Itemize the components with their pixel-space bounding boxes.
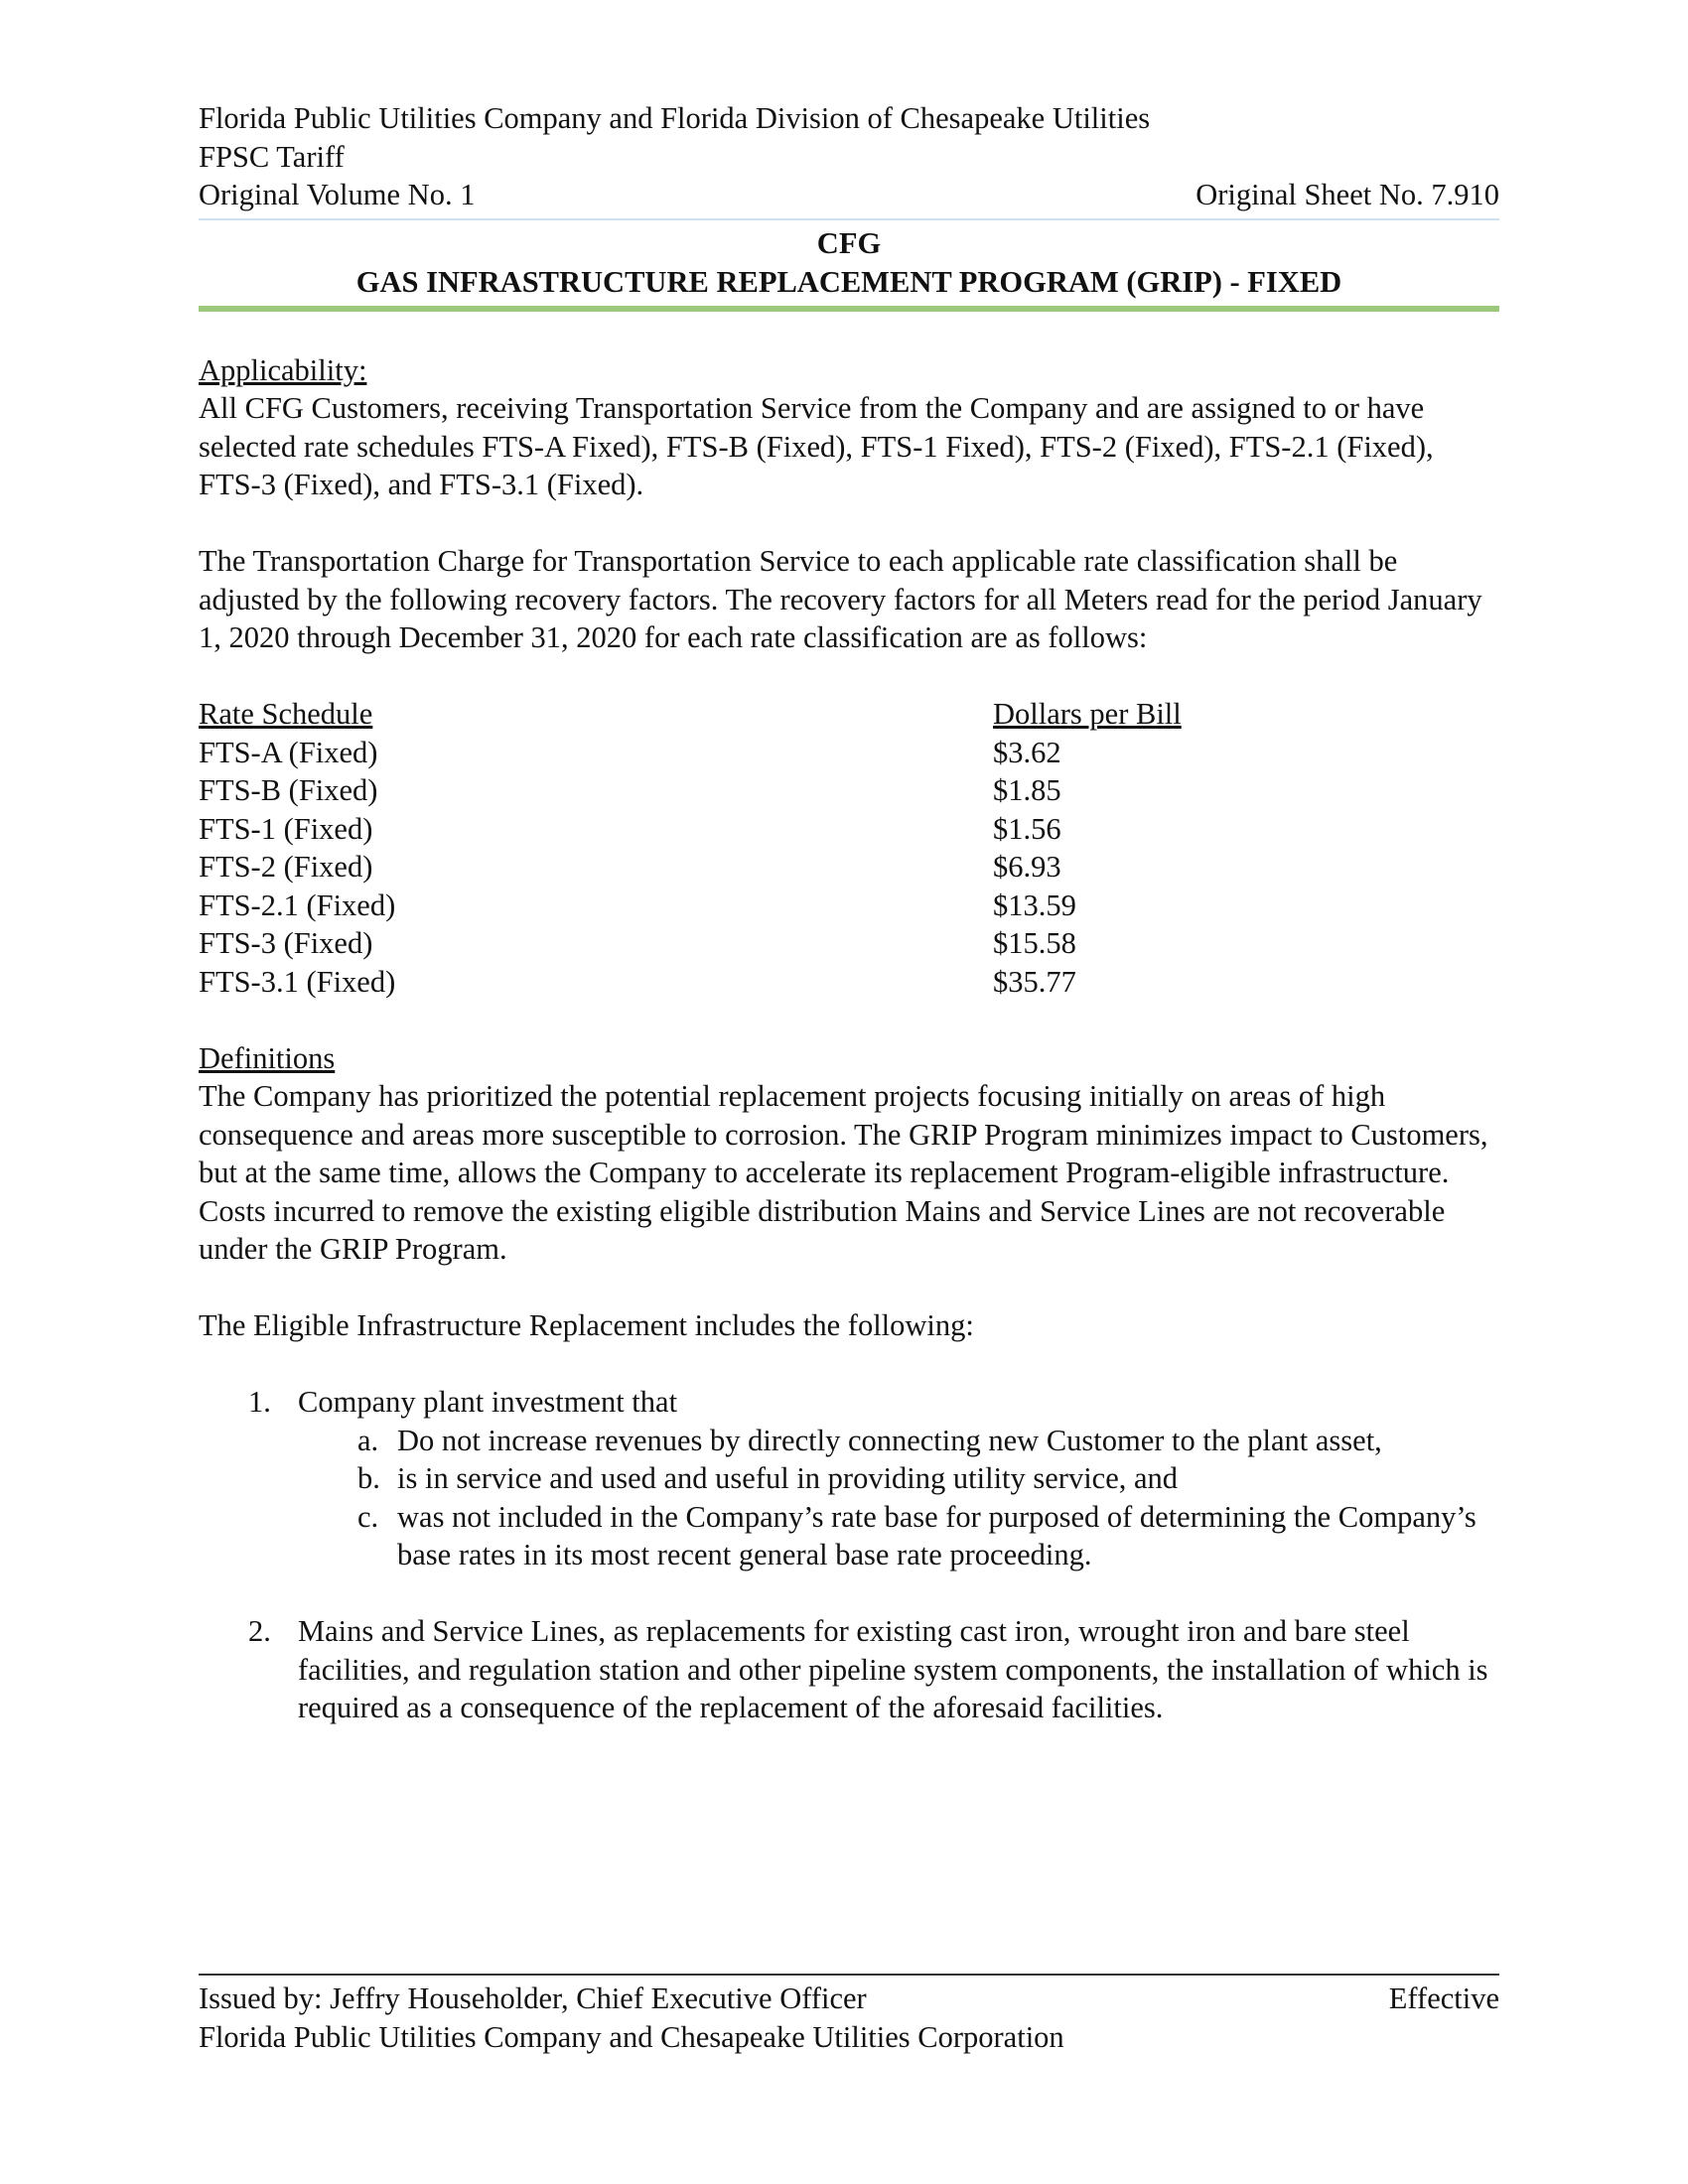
- eligible-list-item: [199, 1383, 1499, 1574]
- rate-amount-cell: $13.59: [993, 887, 1076, 922]
- sublist-item-text: was not included in the Company’s rate base for purposed of determining the Company’s base rates in its most recent general base rate proceeding.: [397, 1499, 1477, 1571]
- eligible-intro: The Eligible Infrastructure Replacement includes the following:: [199, 1308, 974, 1342]
- rate-schedule-cell: FTS-B (Fixed): [199, 773, 378, 807]
- header-tariff-line: FPSC Tariff: [199, 139, 345, 174]
- header-volume: Original Volume No. 1: [199, 178, 476, 211]
- header-volume-sheet-row: [199, 176, 1499, 214]
- rate-row: [199, 963, 1499, 1002]
- rate-row: [199, 887, 1499, 925]
- rate-table-header: [199, 695, 1499, 734]
- eligible-sublist-item: [298, 1498, 1499, 1574]
- title-divider: [199, 306, 1499, 312]
- rate-amount-cell: $1.56: [993, 811, 1061, 846]
- rate-schedule-cell: FTS-3 (Fixed): [199, 926, 373, 960]
- sublist-item-text: Do not increase revenues by directly connecting new Customer to the plant asset,: [397, 1423, 1382, 1457]
- applicability-text: All CFG Customers, receiving Transportation Service from the Company and are assigned to or have selected rate schedules FTS-A Fixed), FTS-B (Fixed), FTS-1 Fixed), FTS-2 (Fixed), FTS-2.1 (Fixed), FTS-3 (Fixed), and FTS-3.1 (Fixed).: [199, 391, 1434, 501]
- header-company-line: Florida Public Utilities Company and Florida Division of Chesapeake Utilities: [199, 101, 1151, 135]
- header-divider: [199, 218, 1499, 220]
- sublist-item-letter: b.: [357, 1461, 380, 1495]
- title-line-1: CFG: [816, 225, 882, 260]
- title-line-2: GAS INFRASTRUCTURE REPLACEMENT PROGRAM (GRIP) - FIXED: [355, 264, 1342, 299]
- eligible-sublist: [298, 1422, 1499, 1574]
- header-sheet-number: Original Sheet No. 7.910: [1196, 178, 1499, 211]
- transportation-paragraph: The Transportation Charge for Transportation Service to each applicable rate classification shall be adjusted by the following recovery factors. The recovery factors for all Meters read for the period January 1, 2020 through December 31, 2020 for each rate classification are as follows:: [199, 544, 1482, 654]
- footer-issued-by: Issued by: Jeffry Householder, Chief Executive Officer: [199, 1981, 867, 2015]
- definitions-heading: Definitions: [199, 1040, 336, 1075]
- footer-companies-row: [199, 2018, 1499, 2057]
- rate-schedule-cell: FTS-3.1 (Fixed): [199, 964, 396, 999]
- rate-amount-cell: $1.85: [993, 773, 1061, 807]
- rate-row: [199, 924, 1499, 963]
- col-rate-schedule: Rate Schedule: [199, 697, 373, 731]
- footer-effective: Effective: [1388, 1981, 1499, 2015]
- rate-row: [199, 848, 1499, 887]
- definitions-text: The Company has prioritized the potential replacement projects focusing initially on areas of high consequence and areas more susceptible to corrosion. The GRIP Program minimizes impact to Customers, but at the same time, allows the Company to accelerate its replacement Program-eligible infrastructure. Costs incurred to remove the existing eligible distribution Mains and Service Lines are not recoverable under the GRIP Program.: [199, 1079, 1488, 1266]
- rate-row: [199, 771, 1499, 810]
- eligible-list: [199, 1383, 1499, 1727]
- rate-schedule-cell: FTS-A (Fixed): [199, 735, 378, 769]
- tariff-page: [199, 99, 1499, 1727]
- eligible-sublist-item: [298, 1422, 1499, 1460]
- col-dollars-per-bill: Dollars per Bill: [993, 697, 1182, 731]
- document-title: [199, 224, 1499, 302]
- rate-row: [199, 734, 1499, 772]
- eligible-list-item: [199, 1612, 1499, 1727]
- rate-schedule-cell: FTS-2.1 (Fixed): [199, 887, 396, 922]
- footer-companies: Florida Public Utilities Company and Chesapeake Utilities Corporation: [199, 2019, 1064, 2054]
- footer: [199, 1974, 1499, 2056]
- list-item-number: 1.: [248, 1385, 271, 1419]
- footer-issued-row: [199, 1979, 1499, 2018]
- list-item-number: 2.: [248, 1614, 271, 1648]
- rate-table: [199, 695, 1499, 1001]
- sublist-item-letter: a.: [357, 1423, 379, 1457]
- rate-row: [199, 810, 1499, 849]
- rate-amount-cell: $35.77: [993, 964, 1076, 999]
- eligible-sublist-item: [298, 1459, 1499, 1498]
- list-item-text: Mains and Service Lines, as replacements for existing cast iron, wrought iron and bare steel facilities, and regulation station and other pipeline system components, the installation of which is required as a consequence of the replacement of the aforesaid facilities.: [298, 1614, 1488, 1724]
- applicability-heading: Applicability:: [199, 352, 367, 387]
- rate-amount-cell: $6.93: [993, 850, 1061, 884]
- rate-schedule-cell: FTS-1 (Fixed): [199, 811, 373, 846]
- rate-amount-cell: $3.62: [993, 735, 1061, 769]
- rate-schedule-cell: FTS-2 (Fixed): [199, 850, 373, 884]
- sublist-item-text: is in service and used and useful in providing utility service, and: [397, 1461, 1179, 1495]
- rate-amount-cell: $15.58: [993, 926, 1076, 960]
- sublist-item-letter: c.: [357, 1499, 379, 1534]
- list-item-text: Company plant investment that: [298, 1385, 678, 1419]
